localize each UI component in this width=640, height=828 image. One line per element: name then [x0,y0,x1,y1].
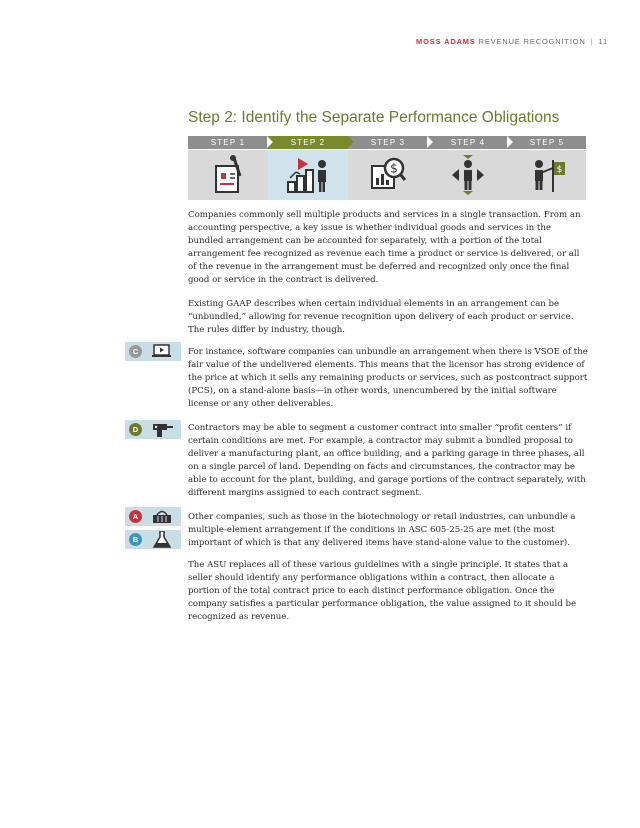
step-divider [427,136,433,148]
shopping-basket-icon [151,508,173,525]
industry-tab-retail [125,507,181,526]
step-1-icon-cell [188,150,268,200]
industry-badge: A [129,510,142,523]
step-divider [267,136,273,148]
contract-document-icon [208,154,248,196]
paragraph-contractors: Contractors may be able to segment a customer contract into smaller “profit centers” if certain conditions are met. For example, a contractor may submit a bundled proposal to deliver a manufacturing plant, an office building, and a parking garage in three phases, all on a single parcel of land. Depending on facts and circumstances, the contractor may be able to account for the plant, building, and garage portions of the contract separately, with different margins assigned to each contract segment. [188,423,586,499]
step-5-label: STEP 5 [529,138,565,147]
step-4-label: STEP 4 [450,138,486,147]
paragraph-software: For instance, software companies can unbundle an arrangement when there is VSOE of the fair value of the undelivered elements. This means that the licensor has strong evidence of the price at which it sells any remaining products or services, such as postcontract support (PCS), on a stand-alone basis—in other words, unencumbered by the initial software license or any other deliverables. [188,347,588,410]
industry-badge: B [129,533,142,546]
industry-tab-biotech [125,530,181,549]
paragraph-existing-gaap: Existing GAAP describes when certain individual elements in an arrangement can be “unbundled,” allowing for revenue recognition upon delivery of each product or service. The rules differ by industry, though. [188,299,574,336]
step-divider [507,136,513,148]
header-separator: | [590,37,594,46]
lab-flask-icon [151,531,173,548]
step-3-icon-cell [348,150,428,200]
recognize-revenue-icon [527,154,567,196]
allocate-arrows-icon [448,154,488,196]
header-brand: MOSS ADAMS [416,37,476,46]
paragraph-intro: Companies commonly sell multiple products and services in a single transaction. From an accounting perspective, a key issue is whether individual goods and services in the bundled arrangement can be accounted for separately, with a portion of the total arrangement fee recognized as revenue each time a product or service is delivered, or all of the revenue in the arrangement must be deferred and recognized only once the final good or service in the contract is delivered. [188,210,581,286]
header-section: REVENUE RECOGNITION [478,37,586,46]
product-bundle-icon [284,154,332,196]
step-3-label: STEP 3 [370,138,406,147]
step-progress-graphic [188,136,586,200]
step-1-label: STEP 1 [210,138,246,147]
drill-icon [151,421,175,438]
svg-text:$: $ [556,165,563,175]
industry-tab-construction [125,420,181,439]
industry-tab-software [125,342,181,361]
paragraph-asu: The ASU replaces all of these various guidelines with a single principle. It states that a seller should identify any performance obligations within a contract, then allocate a portion of the total contract price to each distinct performance obligation. Once the company satisfies a particular performance obligation, the value assigned to it should be recognized as revenue. [188,560,577,623]
industry-badge: D [129,423,142,436]
industry-badge: C [129,345,142,358]
laptop-icon [151,343,173,359]
page-title: Step 2: Identify the Separate Performance Obligations [188,109,560,126]
svg-text:$: $ [390,161,398,176]
running-header [416,37,608,46]
step-2-label: STEP 2 [268,136,348,149]
step-divider [348,136,354,148]
step-4-icon-cell [428,150,508,200]
paragraph-other-companies: Other companies, such as those in the biotechnology or retail industries, can unbundle a multiple-element arrangement if the conditions in ASC 605-25-25 are met (the most important of which is that any delivered items have stand-alone value to the customer). [188,512,576,549]
step-5-icon-cell [508,150,586,200]
price-chart-icon [368,154,408,196]
page-number: 11 [598,37,608,46]
step-2-icon-cell [268,150,348,200]
